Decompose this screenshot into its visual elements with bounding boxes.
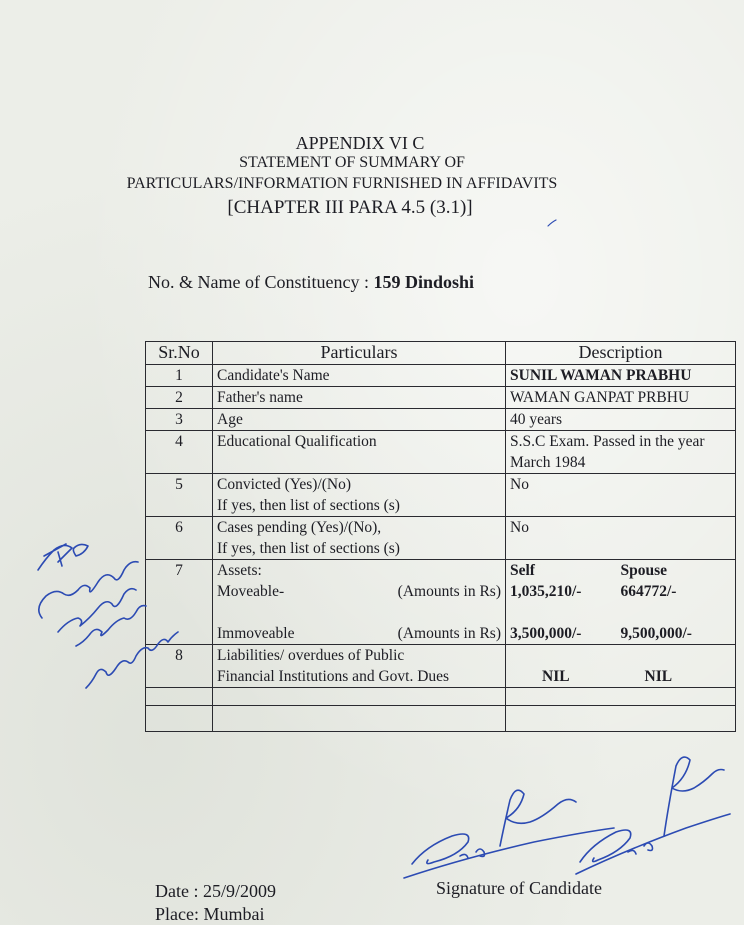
assets-grid — [510, 560, 731, 644]
table-row — [146, 365, 736, 387]
row-particular: Educational Qualification — [213, 431, 506, 474]
row-no: 7 — [146, 560, 213, 645]
spouse-label: Spouse — [620, 562, 668, 579]
row-no: 2 — [146, 387, 213, 409]
table-row — [146, 387, 736, 409]
particulars-title: PARTICULARS/INFORMATION FURNISHED IN AFFIDAVITS — [126, 175, 558, 192]
liabilities-line1: Liabilities/ overdues of Public — [217, 647, 405, 664]
row-particular-note: If yes, then list of sections (s) — [217, 497, 400, 514]
signature-label: Signature of Candidate — [436, 878, 602, 898]
liabilities-line2: Financial Institutions and Govt. Dues — [217, 668, 450, 685]
row-particular: Candidate's Name — [213, 365, 506, 387]
assets-title: Assets: — [217, 562, 262, 579]
table-row — [146, 431, 736, 474]
ink-mark — [548, 220, 556, 226]
affidavit-summary-table — [145, 341, 736, 732]
statement-title: STATEMENT OF SUMMARY OF — [239, 154, 465, 171]
row-particular: Cases pending (Yes)/(No), — [217, 519, 382, 536]
constituency-line — [148, 272, 474, 293]
row-description: SUNIL WAMAN PRABHU — [506, 365, 736, 387]
appendix-title: APPENDIX VI C — [295, 133, 425, 153]
assets-row — [146, 560, 736, 645]
row-description: 40 years — [506, 409, 736, 431]
place-line: Place: Mumbai — [155, 904, 265, 924]
empty-row — [146, 706, 736, 732]
moveable-line — [217, 581, 501, 602]
assets-description-cell — [506, 560, 736, 645]
table-row — [146, 517, 736, 560]
row-no: 4 — [146, 431, 213, 474]
row-no: 5 — [146, 474, 213, 517]
row-particular-note: If yes, then list of sections (s) — [217, 540, 400, 557]
immoveable-spouse: 9,500,000/- — [620, 625, 692, 642]
row-particular: Convicted (Yes)/(No) — [217, 476, 352, 493]
row-description: No — [506, 474, 736, 517]
row-particular: Father's name — [213, 387, 506, 409]
row-particular-cell — [213, 474, 506, 517]
immoveable-self: 3,500,000/- — [510, 625, 582, 642]
row-particular-cell — [213, 517, 506, 560]
liabilities-grid — [510, 666, 731, 687]
moveable-self: 1,035,210/- — [510, 583, 582, 600]
moveable-label: Moveable- — [217, 583, 285, 600]
immoveable-line — [217, 623, 501, 644]
row-description: WAMAN GANPAT PRBHU — [506, 387, 736, 409]
table-row — [146, 474, 736, 517]
header-description: Description — [506, 342, 736, 365]
constituency-label: No. & Name of Constituency : — [148, 272, 374, 292]
row-particular: Age — [213, 409, 506, 431]
self-label: Self — [510, 562, 535, 579]
immoveable-amount-note: (Amounts in Rs) — [397, 625, 501, 642]
row-no: 8 — [146, 645, 213, 688]
table-header-row — [146, 342, 736, 365]
liabilities-description-cell — [506, 645, 736, 688]
header-particulars: Particulars — [213, 342, 506, 365]
liabilities-self: NIL — [542, 668, 570, 685]
row-no: 1 — [146, 365, 213, 387]
chapter-reference: [CHAPTER III PARA 4.5 (3.1)] — [227, 197, 473, 218]
moveable-spouse: 664772/- — [620, 583, 677, 600]
empty-row — [146, 688, 736, 706]
immoveable-label: Immoveable — [217, 625, 295, 642]
row-description: No — [506, 517, 736, 560]
date-line: Date : 25/9/2009 — [155, 881, 276, 901]
row-no: 6 — [146, 517, 213, 560]
liabilities-spouse: NIL — [644, 668, 673, 685]
row-no: 3 — [146, 409, 213, 431]
candidate-signature-2 — [576, 757, 730, 874]
header-srno: Sr.No — [146, 342, 213, 365]
row-description: S.S.C Exam. Passed in the year March 1984 — [506, 431, 736, 474]
table-row — [146, 409, 736, 431]
liabilities-row — [146, 645, 736, 688]
candidate-signature-1 — [404, 790, 614, 878]
assets-particular-cell — [213, 560, 506, 645]
liabilities-particular-cell — [213, 645, 506, 688]
moveable-amount-note: (Amounts in Rs) — [397, 583, 501, 600]
constituency-value: 159 Dindoshi — [373, 272, 475, 292]
